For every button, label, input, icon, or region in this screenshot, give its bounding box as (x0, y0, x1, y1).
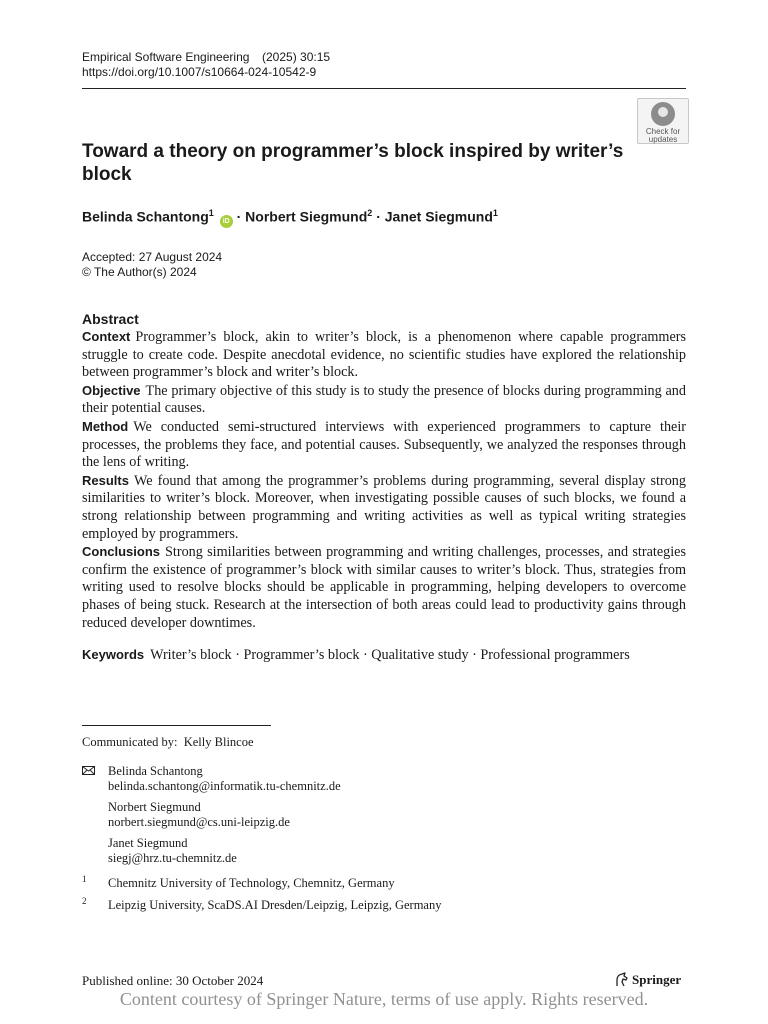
affiliation-text: Leipzig University, ScaDS.AI Dresden/Leipzig, Leipzig, Germany (108, 898, 442, 912)
section-text: The primary objective of this study is to study the presence of blocks during programming and their potential causes. (82, 382, 686, 417)
author-affil-mark: 2 (367, 208, 373, 218)
section-text: We conducted semi-structured interviews with experienced programmers to capture their processes, the problems they face, and potential causes. Subsequently, we analyzed the responses through the lens of writing. (82, 418, 686, 471)
check-for-updates-text: Check for updates (645, 127, 681, 144)
envelope-icon (82, 766, 95, 775)
author-affil-mark: 1 (208, 208, 214, 218)
contact-name: Norbert Siegmund (108, 800, 201, 814)
affiliation-entry (82, 876, 441, 891)
abstract-context (82, 328, 686, 382)
affiliation-entry (82, 898, 441, 913)
communicated-name: Kelly Blincoe (183, 735, 254, 749)
keywords-text: Writer’s block · Programmer’s block · Qualitative study · Professional programmers (150, 647, 630, 663)
contact-name: Janet Siegmund (108, 836, 188, 850)
abstract-method (82, 418, 686, 472)
publisher-name: Springer (632, 972, 682, 987)
abstract-results (82, 472, 686, 543)
footnote-divider (82, 725, 271, 726)
abstract-heading: Abstract (82, 311, 139, 327)
section-label: Objective (82, 382, 141, 398)
abstract (82, 311, 686, 632)
section-label: Results (82, 472, 129, 488)
journal-volume: (2025) 30:15 (262, 50, 331, 64)
contact-email[interactable]: belinda.schantong@informatik.tu-chemnitz.de (108, 779, 341, 793)
header-divider (82, 88, 686, 89)
affiliation-number: 2 (82, 896, 87, 906)
contact-name: Belinda Schantong (108, 764, 203, 778)
contact-entry (82, 836, 341, 866)
copyright-line: © The Author(s) 2024 (82, 265, 197, 279)
communicated-label: Communicated by: (82, 735, 178, 749)
published-online: Published online: 30 October 2024 (82, 973, 264, 988)
contact-entry (82, 764, 341, 794)
author-name[interactable]: Janet Siegmund (384, 208, 493, 225)
article-dates (82, 250, 222, 280)
section-label: Conclusions (82, 544, 161, 560)
author-separator: · (236, 208, 242, 225)
section-text: We found that among the programmer’s problems during programming, several display strong similarities to writer’s block. Moreover, when investigating possible causes of such blocks, we found a strong relationship between programming and writing activities as well as typical writing strategies employed by programmers. (82, 472, 686, 542)
contact-list (82, 764, 341, 872)
section-text: Programmer’s block, akin to writer’s block, is a phenomenon where capable programmers struggle to create code. Despite anecdotal evidence, no scientific studies have explored the relationship between programmer’s block and writer’s block. (82, 329, 686, 381)
journal-name: Empirical Software Engineering (82, 50, 250, 64)
section-label: Context (82, 329, 131, 344)
courtesy-watermark: Content courtesy of Springer Nature, terms of use apply. Rights reserved. (119, 989, 649, 1009)
doi-link[interactable]: https://doi.org/10.1007/s10664-024-10542-9 (82, 65, 317, 79)
publisher-logo[interactable] (614, 972, 681, 988)
orcid-icon[interactable]: iD (220, 215, 233, 228)
journal-header (82, 50, 330, 80)
author-affil-mark: 1 (492, 208, 498, 218)
section-label: Method (82, 418, 129, 434)
accepted-date: Accepted: 27 August 2024 (82, 250, 223, 264)
author-list (82, 208, 498, 228)
check-for-updates-badge[interactable] (637, 98, 689, 144)
communicated-by (82, 735, 254, 750)
affiliation-list (82, 876, 441, 920)
paper-title: Toward a theory on programmer’s block inspired by writer’s block (82, 141, 624, 185)
keywords-label: Keywords (82, 647, 145, 662)
section-text: Strong similarities between programming and writing challenges, processes, and strategies confirm the existence of programmer’s block with similar causes to writer’s block. Thus, strategies from writing used to resolve blocks should be applicable in programming, helping developers to overcome phases of being stuck. Research at the intersection of both areas could lead to productivity gains through reduced developer downtimes. (82, 544, 686, 631)
contact-entry (82, 800, 341, 830)
abstract-conclusions (82, 543, 686, 632)
affiliation-text: Chemnitz University of Technology, Chemnitz, Germany (108, 876, 395, 890)
contact-email[interactable]: norbert.siegmund@cs.uni-leipzig.de (108, 815, 290, 829)
author-name[interactable]: Norbert Siegmund (245, 208, 368, 225)
abstract-objective (82, 382, 686, 418)
check-for-updates-icon (651, 102, 675, 126)
author-name[interactable]: Belinda Schantong (82, 208, 209, 225)
affiliation-number: 1 (82, 874, 87, 884)
springer-horse-icon (614, 972, 629, 987)
keywords (82, 646, 686, 665)
contact-email[interactable]: siegj@hrz.tu-chemnitz.de (108, 851, 237, 865)
author-separator: · (376, 208, 381, 225)
